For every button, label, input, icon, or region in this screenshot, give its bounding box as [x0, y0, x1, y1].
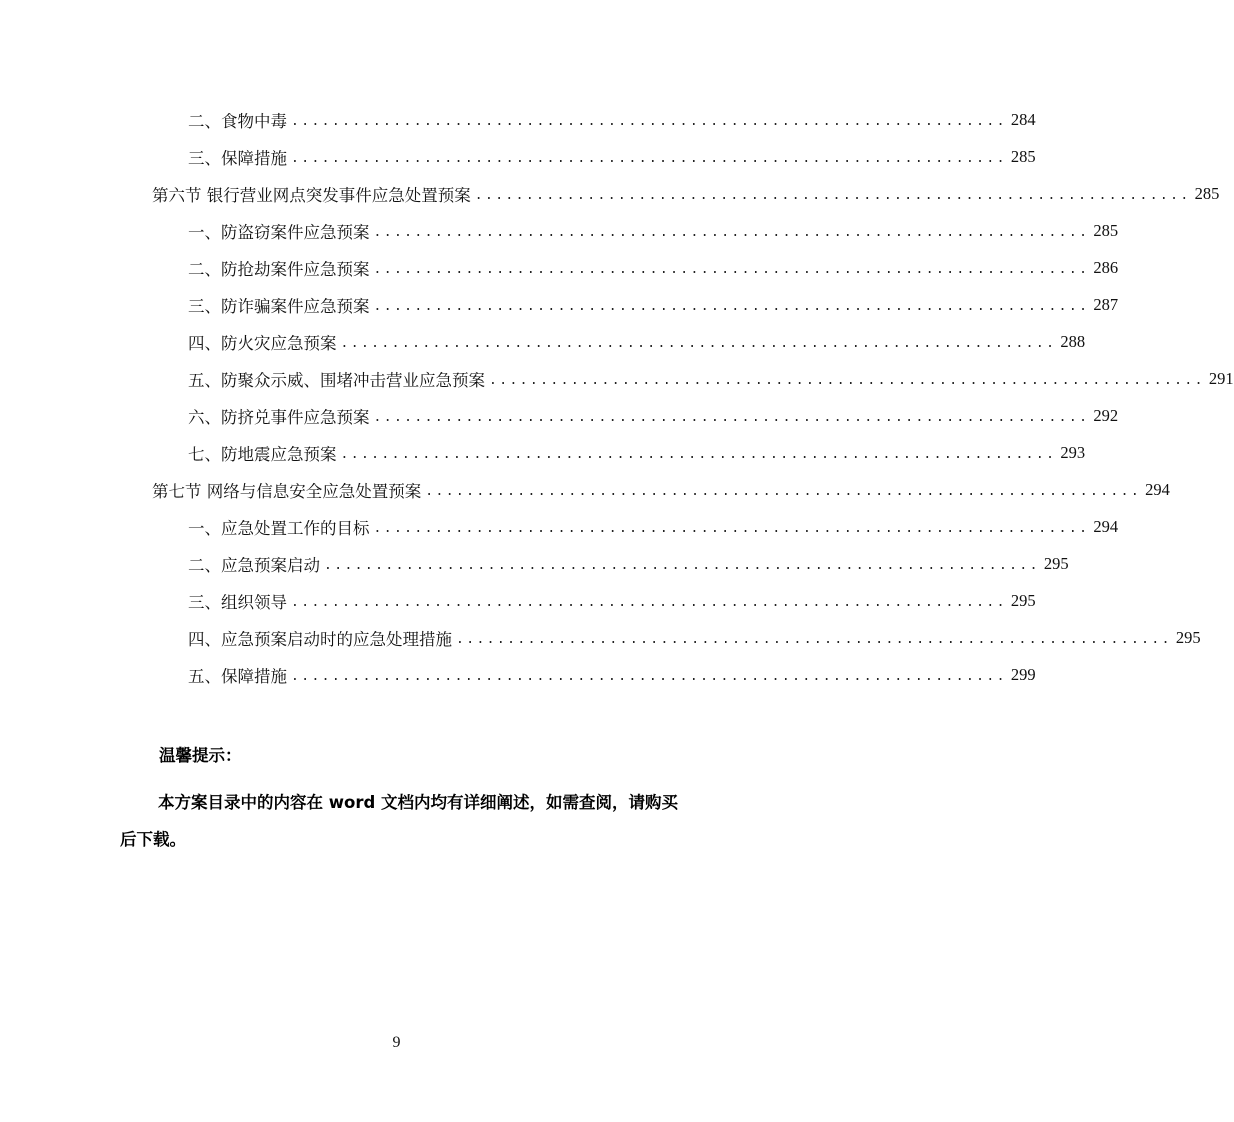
- toc-entry[interactable]: [188, 582, 1036, 619]
- toc-entry[interactable]: [188, 286, 1119, 323]
- toc-entry-page: 284: [1010, 109, 1036, 129]
- toc-entry-title: 二、应急预案启动: [188, 555, 320, 575]
- page-number: 9: [392, 1034, 401, 1051]
- toc-section-entry[interactable]: [152, 471, 1170, 508]
- toc-entry-title: 五、防聚众示威、围堵冲击营业应急预案: [188, 370, 485, 390]
- toc-entry-title: 四、防火灾应急预案: [188, 333, 337, 353]
- toc-entry[interactable]: [188, 323, 1086, 360]
- toc-entry-page: 285: [1194, 183, 1220, 203]
- toc-entry-page: 294: [1145, 479, 1170, 499]
- toc-entry-page: 285: [1010, 146, 1036, 166]
- toc-entry[interactable]: [188, 360, 1234, 397]
- toc-entry-page: 287: [1093, 294, 1119, 314]
- toc-leader-dots: ......................................................................: [425, 484, 1142, 499]
- toc-entry-title: 二、防抢劫案件应急预案: [188, 259, 370, 279]
- toc-entry-page: 292: [1093, 405, 1119, 425]
- toc-entry-page: 294: [1093, 516, 1119, 536]
- toc-entry-title: 三、保障措施: [188, 148, 287, 168]
- toc-entry[interactable]: [188, 212, 1119, 249]
- toc-section-entry[interactable]: [152, 175, 1220, 212]
- toc-leader-dots: ......................................................................: [373, 410, 1090, 425]
- toc-leader-dots: ......................................................................: [291, 151, 1007, 166]
- toc-entry[interactable]: [188, 619, 1201, 656]
- toc-entry[interactable]: [188, 397, 1119, 434]
- toc-entry-page: 291: [1208, 368, 1234, 388]
- toc-entry-title: 一、应急处置工作的目标: [188, 518, 370, 538]
- toc-leader-dots: ......................................................................: [340, 336, 1057, 351]
- toc-entry-page: 293: [1060, 442, 1086, 462]
- toc-leader-dots: ......................................................................: [291, 669, 1007, 684]
- toc-entry-title: 三、防诈骗案件应急预案: [188, 296, 370, 316]
- toc-entry-page: 285: [1093, 220, 1119, 240]
- notice-title: 温馨提示：: [159, 746, 242, 765]
- toc-entry[interactable]: [188, 138, 1036, 175]
- toc-entry-page: 295: [1175, 627, 1201, 647]
- toc-leader-dots: ......................................................................: [373, 521, 1090, 536]
- toc-entry-page: 295: [1043, 553, 1069, 573]
- toc-entry[interactable]: [188, 545, 1069, 582]
- toc-entry-title: 五、保障措施: [188, 666, 287, 686]
- toc-leader-dots: ......................................................................: [474, 188, 1191, 203]
- toc-entry-title: 第六节 银行营业网点突发事件应急处置预案: [152, 185, 471, 205]
- toc-entry-title: 第七节 网络与信息安全应急处置预案: [152, 481, 422, 501]
- toc-entry[interactable]: [188, 101, 1036, 138]
- toc-entry[interactable]: [188, 656, 1036, 693]
- toc-entry-page: 299: [1010, 664, 1036, 684]
- toc-leader-dots: ......................................................................: [340, 447, 1057, 462]
- toc-entry-title: 四、应急预案启动时的应急处理措施: [188, 629, 452, 649]
- toc-entry-page: 286: [1093, 257, 1119, 277]
- toc-leader-dots: ......................................................................: [456, 632, 1172, 647]
- toc-entry[interactable]: [188, 434, 1086, 471]
- toc-leader-dots: ......................................................................: [489, 373, 1205, 388]
- toc-entry-title: 二、食物中毒: [188, 111, 287, 131]
- toc-leader-dots: ......................................................................: [291, 114, 1007, 129]
- toc-entry-title: 三、组织领导: [188, 592, 287, 612]
- toc-leader-dots: ......................................................................: [324, 558, 1040, 573]
- toc-leader-dots: ......................................................................: [291, 595, 1007, 610]
- toc-leader-dots: ......................................................................: [373, 225, 1090, 240]
- toc-leader-dots: ......................................................................: [373, 299, 1090, 314]
- toc-entry-title: 六、防挤兑事件应急预案: [188, 407, 370, 427]
- toc-entry[interactable]: [188, 249, 1119, 286]
- toc-entry-page: 288: [1060, 331, 1086, 351]
- notice-body: 本方案目录中的内容在 word 文档内均有详细阐述，如需查阅，请购买后下载。: [120, 793, 679, 849]
- toc-entry-title: 七、防地震应急预案: [188, 444, 337, 464]
- toc-leader-dots: ......................................................................: [373, 262, 1090, 277]
- toc-entry[interactable]: [188, 508, 1119, 545]
- toc-entry-page: 295: [1010, 590, 1036, 610]
- toc-entry-title: 一、防盗窃案件应急预案: [188, 222, 370, 242]
